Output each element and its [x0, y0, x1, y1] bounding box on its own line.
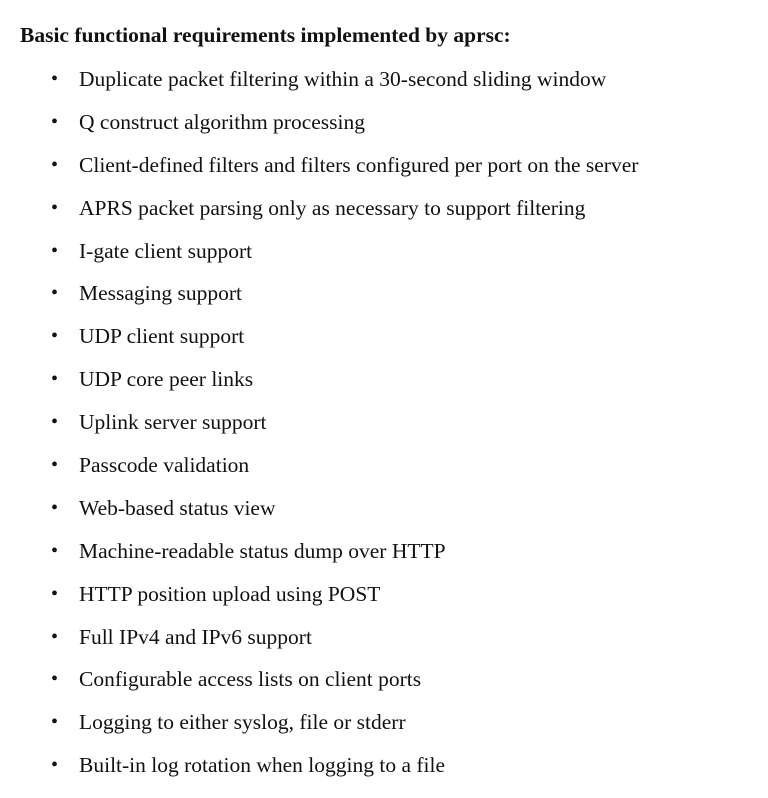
list-item-text: Logging to either syslog, file or stderr	[79, 710, 406, 735]
bullet-icon: •	[51, 668, 59, 691]
list-item	[0, 187, 768, 230]
bullet-icon: •	[51, 110, 59, 133]
list-item	[0, 744, 768, 787]
list-item	[0, 401, 768, 444]
list-item-text: Built-in log rotation when logging to a file	[79, 753, 446, 778]
list-item-text: Messaging support	[79, 281, 243, 306]
list-item	[0, 530, 768, 573]
list-item-text: UDP core peer links	[79, 367, 254, 392]
requirements-list	[0, 58, 768, 787]
list-item-text: I-gate client support	[79, 238, 253, 263]
list-item-text: UDP client support	[79, 324, 245, 349]
section-heading: Basic functional requirements implemented by aprsc:	[20, 23, 511, 47]
list-item	[0, 573, 768, 616]
bullet-icon: •	[51, 539, 59, 562]
list-item	[0, 616, 768, 659]
bullet-icon: •	[51, 754, 59, 777]
bullet-icon: •	[51, 625, 59, 648]
bullet-icon: •	[51, 325, 59, 348]
list-item	[0, 272, 768, 315]
bullet-icon: •	[51, 582, 59, 605]
list-item-text: HTTP position upload using POST	[79, 581, 381, 606]
list-item	[0, 315, 768, 358]
bullet-icon: •	[51, 239, 59, 262]
list-item	[0, 230, 768, 273]
list-item	[0, 658, 768, 701]
bullet-icon: •	[51, 282, 59, 305]
list-item-text: Full IPv4 and IPv6 support	[79, 624, 312, 649]
list-item-text: Configurable access lists on client ports	[79, 667, 422, 692]
bullet-icon: •	[51, 411, 59, 434]
list-item-text: Client-defined filters and filters configured per port on the server	[79, 152, 639, 177]
list-item	[0, 58, 768, 101]
bullet-icon: •	[51, 454, 59, 477]
bullet-icon: •	[51, 196, 59, 219]
list-item-text: Machine-readable status dump over HTTP	[79, 538, 446, 563]
list-item-text: Duplicate packet filtering within a 30-second sliding window	[79, 67, 607, 91]
bullet-icon: •	[51, 368, 59, 391]
list-item-text: Uplink server support	[79, 410, 267, 435]
bullet-icon: •	[51, 496, 59, 519]
list-item	[0, 144, 768, 187]
list-item-text: APRS packet parsing only as necessary to support filtering	[79, 195, 586, 220]
list-item-text: Q construct algorithm processing	[79, 109, 366, 134]
bullet-icon: •	[51, 68, 59, 90]
list-item	[0, 487, 768, 530]
list-item	[0, 701, 768, 744]
list-item	[0, 101, 768, 144]
bullet-icon: •	[51, 711, 59, 734]
list-item-text: Web-based status view	[79, 495, 276, 520]
list-item	[0, 358, 768, 401]
list-item-text: Passcode validation	[79, 453, 250, 478]
list-item	[0, 444, 768, 487]
bullet-icon: •	[51, 153, 59, 176]
